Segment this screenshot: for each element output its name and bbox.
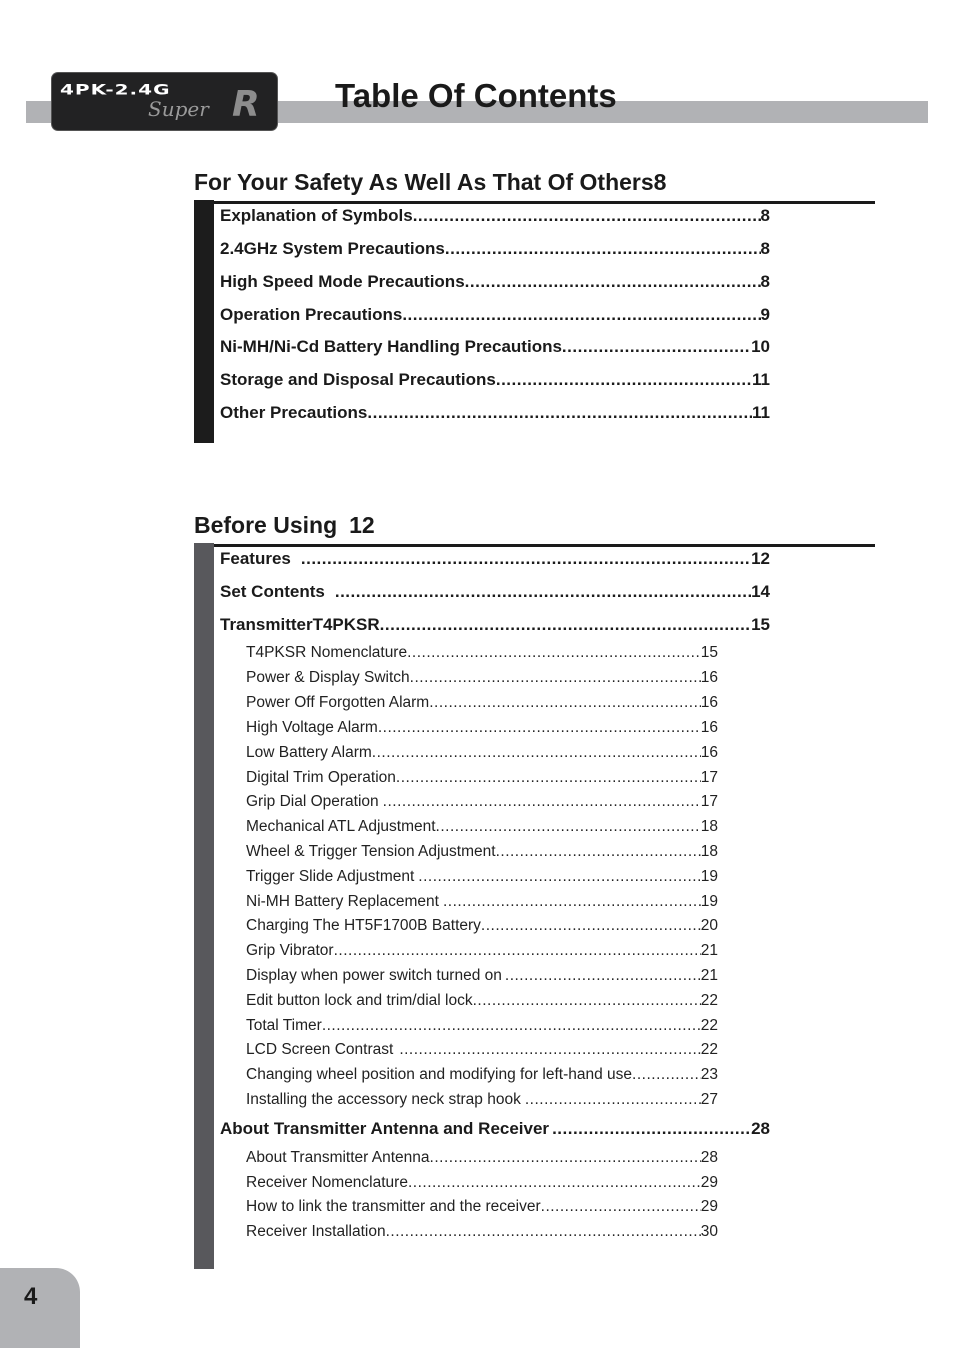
leader-dots (473, 990, 701, 1012)
leader-dots (549, 1118, 751, 1140)
logo-script-text: Super (148, 97, 209, 121)
toc-subentry[interactable] (246, 642, 718, 664)
entry-page: 19 (700, 868, 718, 885)
entry-page: 22 (700, 1017, 718, 1034)
entry-page: 15 (700, 644, 718, 661)
entry-title: Other Precautions (220, 403, 368, 422)
toc-subentry[interactable] (246, 742, 718, 764)
toc-subentry[interactable] (246, 1015, 718, 1037)
toc-entry-other-precautions[interactable] (220, 402, 770, 424)
toc-subentry[interactable] (246, 915, 718, 937)
entry-title: Grip Vibrator (246, 942, 334, 959)
leader-dots (334, 940, 701, 962)
entry-page: 23 (700, 1066, 718, 1083)
leader-dots (322, 1015, 701, 1037)
entry-title: Power & Display Switch (246, 669, 410, 686)
toc-subentry[interactable] (246, 816, 718, 838)
leader-dots (367, 402, 752, 424)
entry-page: 18 (700, 843, 718, 860)
entry-page: 28 (700, 1149, 718, 1166)
entry-title: LCD Screen Contrast (246, 1041, 394, 1058)
toc-subentry[interactable] (246, 866, 718, 888)
logo-r-letter: R (232, 84, 260, 125)
entry-title: Ni-MH/Ni-Cd Battery Handling Precautions (220, 337, 562, 356)
entry-page: 18 (700, 818, 718, 835)
entry-title: Ni-MH Battery Replacement (246, 893, 439, 910)
entry-title: About Transmitter Antenna (246, 1149, 430, 1166)
entry-page: 15 (751, 615, 770, 634)
leader-dots (521, 1089, 701, 1111)
entry-title: Operation Precautions (220, 305, 403, 324)
toc-subentry[interactable] (246, 1172, 718, 1194)
entry-page: 12 (751, 549, 770, 568)
toc-subentry[interactable] (246, 965, 718, 987)
entry-title: Mechanical ATL Adjustment (246, 818, 436, 835)
toc-entry-2-4ghz-precautions[interactable] (220, 238, 770, 260)
entry-title: High Speed Mode Precautions (220, 272, 465, 291)
brand-logo (52, 73, 277, 130)
leader-dots (337, 511, 349, 539)
toc-subentry[interactable] (246, 1147, 718, 1169)
leader-dots (414, 866, 700, 888)
entry-page: 10 (751, 337, 770, 356)
section-page: 8 (653, 169, 667, 195)
entry-page: 21 (700, 942, 718, 959)
toc-entry-operation-precautions[interactable] (220, 304, 770, 326)
leader-dots (465, 271, 761, 293)
toc-subentry[interactable] (246, 990, 718, 1012)
toc-subentry[interactable] (246, 1064, 718, 1086)
section-side-bar (194, 543, 214, 1269)
entry-title: Storage and Disposal Precautions (220, 370, 496, 389)
entry-page: 22 (700, 992, 718, 1009)
entry-page: 9 (760, 305, 770, 324)
entry-title: Low Battery Alarm (246, 744, 372, 761)
leader-dots (325, 581, 751, 603)
entry-page: 16 (700, 694, 718, 711)
entry-title: Digital Trim Operation (246, 769, 396, 786)
entry-page: 28 (751, 1119, 770, 1138)
leader-dots (502, 965, 701, 987)
entry-page: 17 (700, 793, 718, 810)
section-side-bar (194, 200, 214, 443)
entry-title: Changing wheel position and modifying for left-hand use (246, 1066, 633, 1083)
leader-dots (445, 238, 761, 260)
toc-subentry[interactable] (246, 717, 718, 739)
toc-subentry[interactable] (246, 1039, 718, 1061)
page-number: 4 (24, 1283, 38, 1310)
leader-dots (439, 891, 701, 913)
leader-dots (430, 1147, 701, 1169)
entry-page: 16 (700, 744, 718, 761)
entry-page: 17 (700, 769, 718, 786)
entry-title: Features (220, 549, 291, 568)
toc-entry-explanation-of-symbols[interactable] (220, 205, 770, 227)
entry-page: 11 (752, 403, 770, 422)
entry-page: 29 (700, 1198, 718, 1215)
entry-page: 22 (700, 1041, 718, 1058)
leader-dots (386, 1221, 701, 1243)
leader-dots (291, 548, 751, 570)
entry-page: 27 (700, 1091, 718, 1108)
entry-title: Trigger Slide Adjustment (246, 868, 415, 885)
entry-title: High Voltage Alarm (246, 719, 378, 736)
entry-title: Receiver Nomenclature (246, 1174, 408, 1191)
section-title: For Your Safety As Well As That Of Others (194, 169, 654, 195)
section-header-safety[interactable] (194, 165, 875, 204)
entry-title: Charging The HT5F1700B Battery (246, 917, 481, 934)
entry-title: Installing the accessory neck strap hook (246, 1091, 521, 1108)
entry-title: 2.4GHz System Precautions (220, 239, 445, 258)
toc-entry-storage-disposal-precautions[interactable] (220, 369, 770, 391)
toc-subentry[interactable] (246, 767, 718, 789)
toc-subentry[interactable] (246, 667, 718, 689)
leader-dots (393, 1039, 700, 1061)
leader-dots (378, 717, 701, 739)
logo-model-text: 4PK-2.4G (60, 81, 171, 98)
entry-page: 30 (700, 1223, 718, 1240)
leader-dots (496, 841, 701, 863)
leader-dots (410, 667, 701, 689)
leader-dots (402, 304, 760, 326)
leader-dots (396, 767, 701, 789)
toc-subentry[interactable] (246, 1221, 718, 1243)
leader-dots (562, 336, 751, 358)
entry-title: How to link the transmitter and the receiver (246, 1198, 541, 1215)
section-page: 12 (349, 512, 375, 538)
entry-page: 8 (760, 272, 770, 291)
entry-title: Display when power switch turned on (246, 967, 502, 984)
toc-subentry[interactable] (246, 841, 718, 863)
entry-title: Set Contents (220, 582, 325, 601)
entry-page: 21 (700, 967, 718, 984)
entry-title: About Transmitter Antenna and Receiver (220, 1119, 550, 1138)
section-header-before-using[interactable] (194, 508, 875, 547)
toc-subentry[interactable] (246, 791, 718, 813)
entry-title: Power Off Forgotten Alarm (246, 694, 430, 711)
entry-page: 16 (700, 719, 718, 736)
entry-title: Wheel & Trigger Tension Adjustment (246, 843, 496, 860)
leader-dots (632, 1064, 701, 1086)
leader-dots (407, 642, 701, 664)
entry-page: 19 (700, 893, 718, 910)
entry-title: Receiver Installation (246, 1223, 386, 1240)
toc-subentry[interactable] (246, 1089, 718, 1111)
entry-title: Edit button lock and trim/dial lock (246, 992, 473, 1009)
entry-page: 8 (760, 239, 770, 258)
page-number-tab (0, 1268, 80, 1348)
entry-page: 29 (700, 1174, 718, 1191)
page-title: Table Of Contents (335, 77, 617, 114)
toc-entry-antenna-and-receiver[interactable] (220, 1118, 770, 1140)
entry-page: 20 (700, 917, 718, 934)
toc-entry-battery-handling-precautions[interactable] (220, 336, 770, 358)
leader-dots (408, 1172, 701, 1194)
leader-dots (541, 1196, 701, 1218)
entry-page: 11 (752, 370, 770, 389)
entry-title: Explanation of Symbols (220, 206, 413, 225)
toc-subentry[interactable] (246, 891, 718, 913)
entry-page: 16 (700, 669, 718, 686)
toc-entry-set-contents[interactable] (220, 581, 770, 603)
section-title: Before Using (194, 512, 338, 538)
leader-dots (380, 614, 751, 636)
entry-title: Grip Dial Operation (246, 793, 379, 810)
entry-page: 14 (751, 582, 770, 601)
entry-page: 8 (760, 206, 770, 225)
leader-dots (436, 816, 701, 838)
toc-subentry[interactable] (246, 692, 718, 714)
entry-title: T4PKSR Nomenclature (246, 644, 408, 661)
leader-dots (496, 369, 752, 391)
toc-subentry[interactable] (246, 1196, 718, 1218)
toc-entry-features[interactable] (220, 548, 770, 570)
leader-dots (372, 742, 701, 764)
toc-subentry[interactable] (246, 940, 718, 962)
leader-dots (429, 692, 701, 714)
entry-title: Total Timer (246, 1017, 322, 1034)
toc-entry-high-speed-mode-precautions[interactable] (220, 271, 770, 293)
toc-entry-transmitter-t4pksr[interactable] (220, 614, 770, 636)
leader-dots (379, 791, 701, 813)
leader-dots (413, 205, 761, 227)
entry-title: TransmitterT4PKSR (220, 615, 380, 634)
leader-dots (481, 915, 701, 937)
